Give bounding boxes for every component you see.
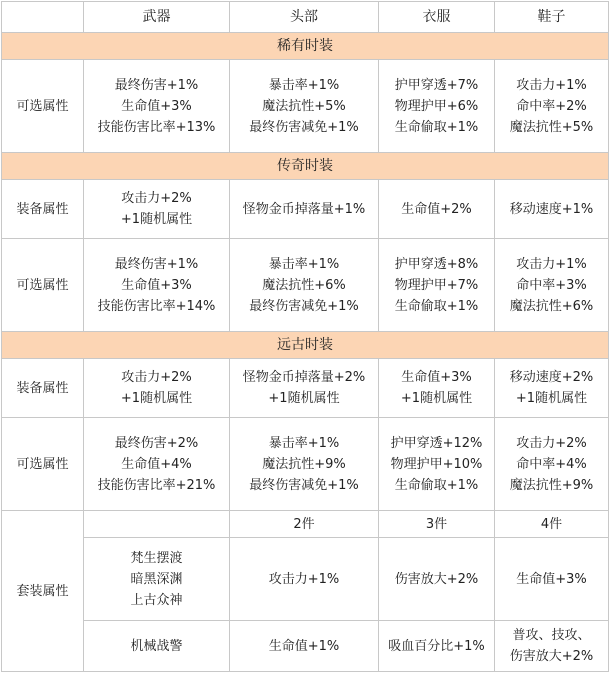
table-row: [2, 239, 609, 332]
table-row: [2, 180, 609, 239]
set-names: 机械战警: [84, 621, 230, 672]
row-label: 装备属性: [2, 180, 84, 239]
section-title-rare: 稀有时装: [2, 33, 609, 60]
attr-cell: 暴击率+1% 魔法抗性+9% 最终伤害减免+1%: [230, 418, 379, 511]
header-head: 头部: [230, 2, 379, 33]
fashion-attribute-table: [1, 1, 609, 672]
header-shoes: 鞋子: [495, 2, 609, 33]
set-bonus-cell: 吸血百分比+1%: [379, 621, 495, 672]
attr-cell: 攻击力+2% +1随机属性: [84, 359, 230, 418]
set-bonus-cell: 生命值+1%: [230, 621, 379, 672]
row-label: 可选属性: [2, 239, 84, 332]
row-label: 装备属性: [2, 359, 84, 418]
set-count-3: 3件: [379, 511, 495, 538]
table-row: [2, 418, 609, 511]
row-label: 可选属性: [2, 418, 84, 511]
attr-cell: 生命值+2%: [379, 180, 495, 239]
header-corner: [2, 2, 84, 33]
section-title-ancient: 远古时装: [2, 332, 609, 359]
set-count-2: 2件: [230, 511, 379, 538]
set-bonus-cell: 普攻、技攻、 伤害放大+2%: [495, 621, 609, 672]
set-bonus-cell: 生命值+3%: [495, 538, 609, 621]
row-label: 可选属性: [2, 60, 84, 153]
attr-cell: 攻击力+2% +1随机属性: [84, 180, 230, 239]
set-count-row: [2, 511, 609, 538]
set-bonus-cell: 伤害放大+2%: [379, 538, 495, 621]
section-header-row: [2, 33, 609, 60]
attr-cell: 攻击力+1% 命中率+3% 魔法抗性+6%: [495, 239, 609, 332]
section-title-legendary: 传奇时装: [2, 153, 609, 180]
header-row: [2, 2, 609, 33]
row-label-set: 套装属性: [2, 511, 84, 672]
attr-cell: 护甲穿透+8% 物理护甲+7% 生命偷取+1%: [379, 239, 495, 332]
attr-cell: 最终伤害+1% 生命值+3% 技能伤害比率+13%: [84, 60, 230, 153]
section-header-row: [2, 153, 609, 180]
attr-cell: 护甲穿透+7% 物理护甲+6% 生命偷取+1%: [379, 60, 495, 153]
set-names: 梵生摆渡 暗黑深渊 上古众神: [84, 538, 230, 621]
attr-cell: 暴击率+1% 魔法抗性+6% 最终伤害减免+1%: [230, 239, 379, 332]
attr-cell: 怪物金币掉落量+1%: [230, 180, 379, 239]
attr-cell: 最终伤害+2% 生命值+4% 技能伤害比率+21%: [84, 418, 230, 511]
attr-cell: 生命值+3% +1随机属性: [379, 359, 495, 418]
attr-cell: 攻击力+1% 命中率+2% 魔法抗性+5%: [495, 60, 609, 153]
attr-cell: 怪物金币掉落量+2% +1随机属性: [230, 359, 379, 418]
table-row: [2, 359, 609, 418]
attr-cell: 攻击力+2% 命中率+4% 魔法抗性+9%: [495, 418, 609, 511]
attr-cell: 移动速度+2% +1随机属性: [495, 359, 609, 418]
table-row: [2, 60, 609, 153]
section-header-row: [2, 332, 609, 359]
attr-cell: 最终伤害+1% 生命值+3% 技能伤害比率+14%: [84, 239, 230, 332]
attr-cell: 护甲穿透+12% 物理护甲+10% 生命偷取+1%: [379, 418, 495, 511]
table-row: [2, 621, 609, 672]
set-bonus-cell: 攻击力+1%: [230, 538, 379, 621]
set-count-blank: [84, 511, 230, 538]
table-row: [2, 538, 609, 621]
attr-cell: 移动速度+1%: [495, 180, 609, 239]
set-count-4: 4件: [495, 511, 609, 538]
header-clothes: 衣服: [379, 2, 495, 33]
attr-cell: 暴击率+1% 魔法抗性+5% 最终伤害减免+1%: [230, 60, 379, 153]
header-weapon: 武器: [84, 2, 230, 33]
